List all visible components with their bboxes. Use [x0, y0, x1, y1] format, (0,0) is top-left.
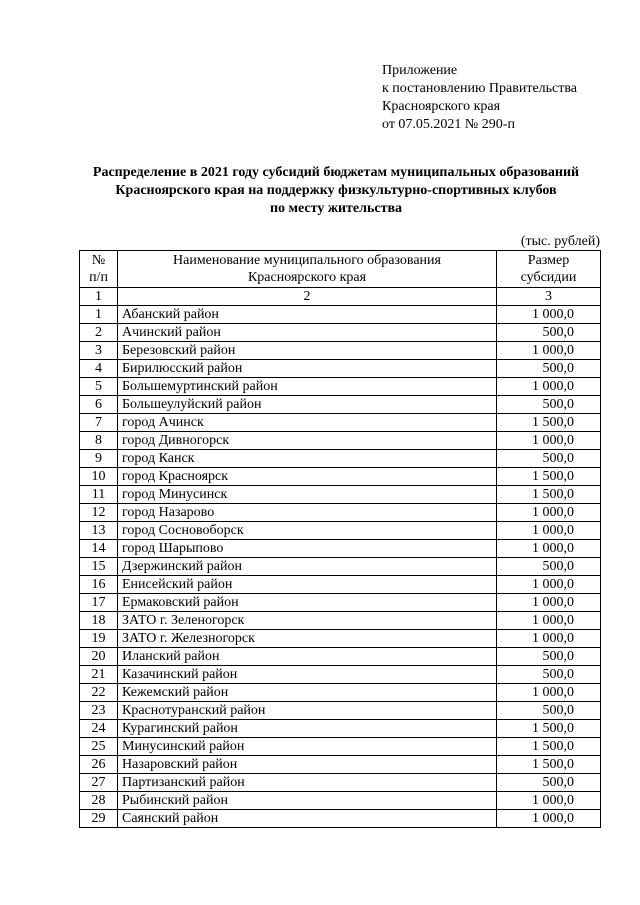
row-number: 5: [80, 378, 118, 396]
subsidy-amount: 1 500,0: [497, 720, 601, 738]
table-row: [80, 558, 601, 576]
column-index-row: [80, 288, 601, 306]
table-row: [80, 756, 601, 774]
municipality-name: Курагинский район: [118, 720, 497, 738]
subsidy-amount: 1 500,0: [497, 486, 601, 504]
title-line: по месту жительства: [269, 201, 403, 216]
table-row: [80, 378, 601, 396]
unit-label: (тыс. рублей): [520, 234, 600, 249]
table-row: [80, 666, 601, 684]
subsidy-amount: 1 000,0: [497, 594, 601, 612]
table-header-row: [80, 251, 601, 288]
municipality-name: город Канск: [118, 450, 497, 468]
row-number: 12: [80, 504, 118, 522]
table-row: [80, 468, 601, 486]
subsidy-amount: 500,0: [497, 396, 601, 414]
header-number: [80, 251, 118, 288]
table-row: [80, 810, 601, 828]
table-row: [80, 738, 601, 756]
header-amount-line: Размер: [527, 253, 570, 268]
subsidy-amount: 1 000,0: [497, 342, 601, 360]
appendix-line: к постановлению Правительства: [382, 81, 578, 96]
subsidy-amount: 1 000,0: [497, 792, 601, 810]
row-number: 29: [80, 810, 118, 828]
row-number: 20: [80, 648, 118, 666]
title-line: Распределение в 2021 году субсидий бюджетам муниципальных образований: [92, 165, 580, 180]
municipality-name: ЗАТО г. Железногорск: [118, 630, 497, 648]
table-row: [80, 540, 601, 558]
municipality-name: Казачинский район: [118, 666, 497, 684]
municipality-name: Большемуртинский район: [118, 378, 497, 396]
subsidy-amount: 500,0: [497, 702, 601, 720]
subsidy-amount: 500,0: [497, 774, 601, 792]
municipality-name: Березовский район: [118, 342, 497, 360]
row-number: 26: [80, 756, 118, 774]
subsidy-amount: 500,0: [497, 648, 601, 666]
subsidy-amount: 1 500,0: [497, 468, 601, 486]
subsidy-amount: 1 000,0: [497, 540, 601, 558]
municipality-name: город Ачинск: [118, 414, 497, 432]
municipality-name: город Сосновоборск: [118, 522, 497, 540]
appendix-line: от 07.05.2021 № 290-п: [382, 117, 515, 132]
municipality-name: город Дивногорск: [118, 432, 497, 450]
table-row: [80, 306, 601, 324]
table-row: [80, 576, 601, 594]
municipality-name: Ачинский район: [118, 324, 497, 342]
table-row: [80, 324, 601, 342]
subsidy-amount: 1 000,0: [497, 522, 601, 540]
municipality-name: Краснотуранский район: [118, 702, 497, 720]
subsidy-amount: 1 500,0: [497, 756, 601, 774]
table-row: [80, 450, 601, 468]
table-row: [80, 396, 601, 414]
row-number: 13: [80, 522, 118, 540]
table-row: [80, 702, 601, 720]
subsidy-amount: 1 000,0: [497, 432, 601, 450]
table-row: [80, 522, 601, 540]
subsidy-amount: 500,0: [497, 666, 601, 684]
municipality-name: Абанский район: [118, 306, 497, 324]
subsidy-amount: 1 000,0: [497, 810, 601, 828]
row-number: 2: [80, 324, 118, 342]
table-row: [80, 612, 601, 630]
column-index: 3: [497, 288, 601, 306]
table-row: [80, 648, 601, 666]
subsidy-amount: 1 000,0: [497, 306, 601, 324]
row-number: 21: [80, 666, 118, 684]
municipality-name: Кежемский район: [118, 684, 497, 702]
row-number: 19: [80, 630, 118, 648]
row-number: 14: [80, 540, 118, 558]
table-row: [80, 342, 601, 360]
column-index: 2: [118, 288, 497, 306]
table-row: [80, 720, 601, 738]
row-number: 4: [80, 360, 118, 378]
row-number: 15: [80, 558, 118, 576]
municipality-name: город Шарыпово: [118, 540, 497, 558]
appendix-line: Приложение: [382, 63, 458, 78]
row-number: 27: [80, 774, 118, 792]
municipality-name: Большеулуйский район: [118, 396, 497, 414]
table-row: [80, 360, 601, 378]
row-number: 24: [80, 720, 118, 738]
subsidy-amount: 500,0: [497, 324, 601, 342]
column-index: 1: [80, 288, 118, 306]
municipality-name: город Минусинск: [118, 486, 497, 504]
subsidy-amount: 1 500,0: [497, 414, 601, 432]
row-number: 11: [80, 486, 118, 504]
row-number: 3: [80, 342, 118, 360]
appendix-block: [382, 62, 577, 134]
header-number-line: №: [91, 253, 106, 268]
row-number: 18: [80, 612, 118, 630]
table-row: [80, 594, 601, 612]
subsidy-amount: 1 000,0: [497, 684, 601, 702]
subsidy-amount: 500,0: [497, 450, 601, 468]
table-row: [80, 630, 601, 648]
row-number: 1: [80, 306, 118, 324]
municipality-name: Назаровский район: [118, 756, 497, 774]
subsidy-amount: 1 000,0: [497, 630, 601, 648]
row-number: 23: [80, 702, 118, 720]
header-name-line: Красноярского края: [247, 270, 367, 285]
municipality-name: Бирилюсский район: [118, 360, 497, 378]
subsidy-table: [79, 250, 601, 828]
row-number: 8: [80, 432, 118, 450]
municipality-name: Дзержинский район: [118, 558, 497, 576]
table-row: [80, 684, 601, 702]
row-number: 7: [80, 414, 118, 432]
row-number: 9: [80, 450, 118, 468]
subsidy-amount: 500,0: [497, 558, 601, 576]
municipality-name: Саянский район: [118, 810, 497, 828]
municipality-name: Енисейский район: [118, 576, 497, 594]
municipality-name: город Красноярск: [118, 468, 497, 486]
table-row: [80, 432, 601, 450]
subsidy-amount: 1 000,0: [497, 378, 601, 396]
row-number: 28: [80, 792, 118, 810]
subsidy-amount: 1 000,0: [497, 576, 601, 594]
row-number: 22: [80, 684, 118, 702]
municipality-name: Минусинский район: [118, 738, 497, 756]
municipality-name: город Назарово: [118, 504, 497, 522]
municipality-name: Ермаковский район: [118, 594, 497, 612]
subsidy-amount: 1 500,0: [497, 738, 601, 756]
header-amount-line: субсидии: [520, 270, 577, 285]
municipality-name: Иланский район: [118, 648, 497, 666]
appendix-line: Красноярского края: [382, 99, 501, 114]
header-number-line: п/п: [89, 270, 108, 285]
header-amount: [497, 251, 601, 288]
municipality-name: Партизанский район: [118, 774, 497, 792]
table-row: [80, 414, 601, 432]
row-number: 25: [80, 738, 118, 756]
row-number: 6: [80, 396, 118, 414]
subsidy-amount: 1 000,0: [497, 504, 601, 522]
subsidy-amount: 500,0: [497, 360, 601, 378]
table-row: [80, 792, 601, 810]
title-line: Красноярского края на поддержку физкультурно-спортивных клубов: [115, 183, 557, 198]
subsidy-amount: 1 000,0: [497, 612, 601, 630]
table-row: [80, 504, 601, 522]
row-number: 16: [80, 576, 118, 594]
row-number: 17: [80, 594, 118, 612]
row-number: 10: [80, 468, 118, 486]
table-row: [80, 774, 601, 792]
document-title: [60, 164, 612, 218]
table-row: [80, 486, 601, 504]
municipality-name: ЗАТО г. Зеленогорск: [118, 612, 497, 630]
header-name: [118, 251, 497, 288]
header-name-line: Наименование муниципального образования: [173, 253, 441, 268]
municipality-name: Рыбинский район: [118, 792, 497, 810]
